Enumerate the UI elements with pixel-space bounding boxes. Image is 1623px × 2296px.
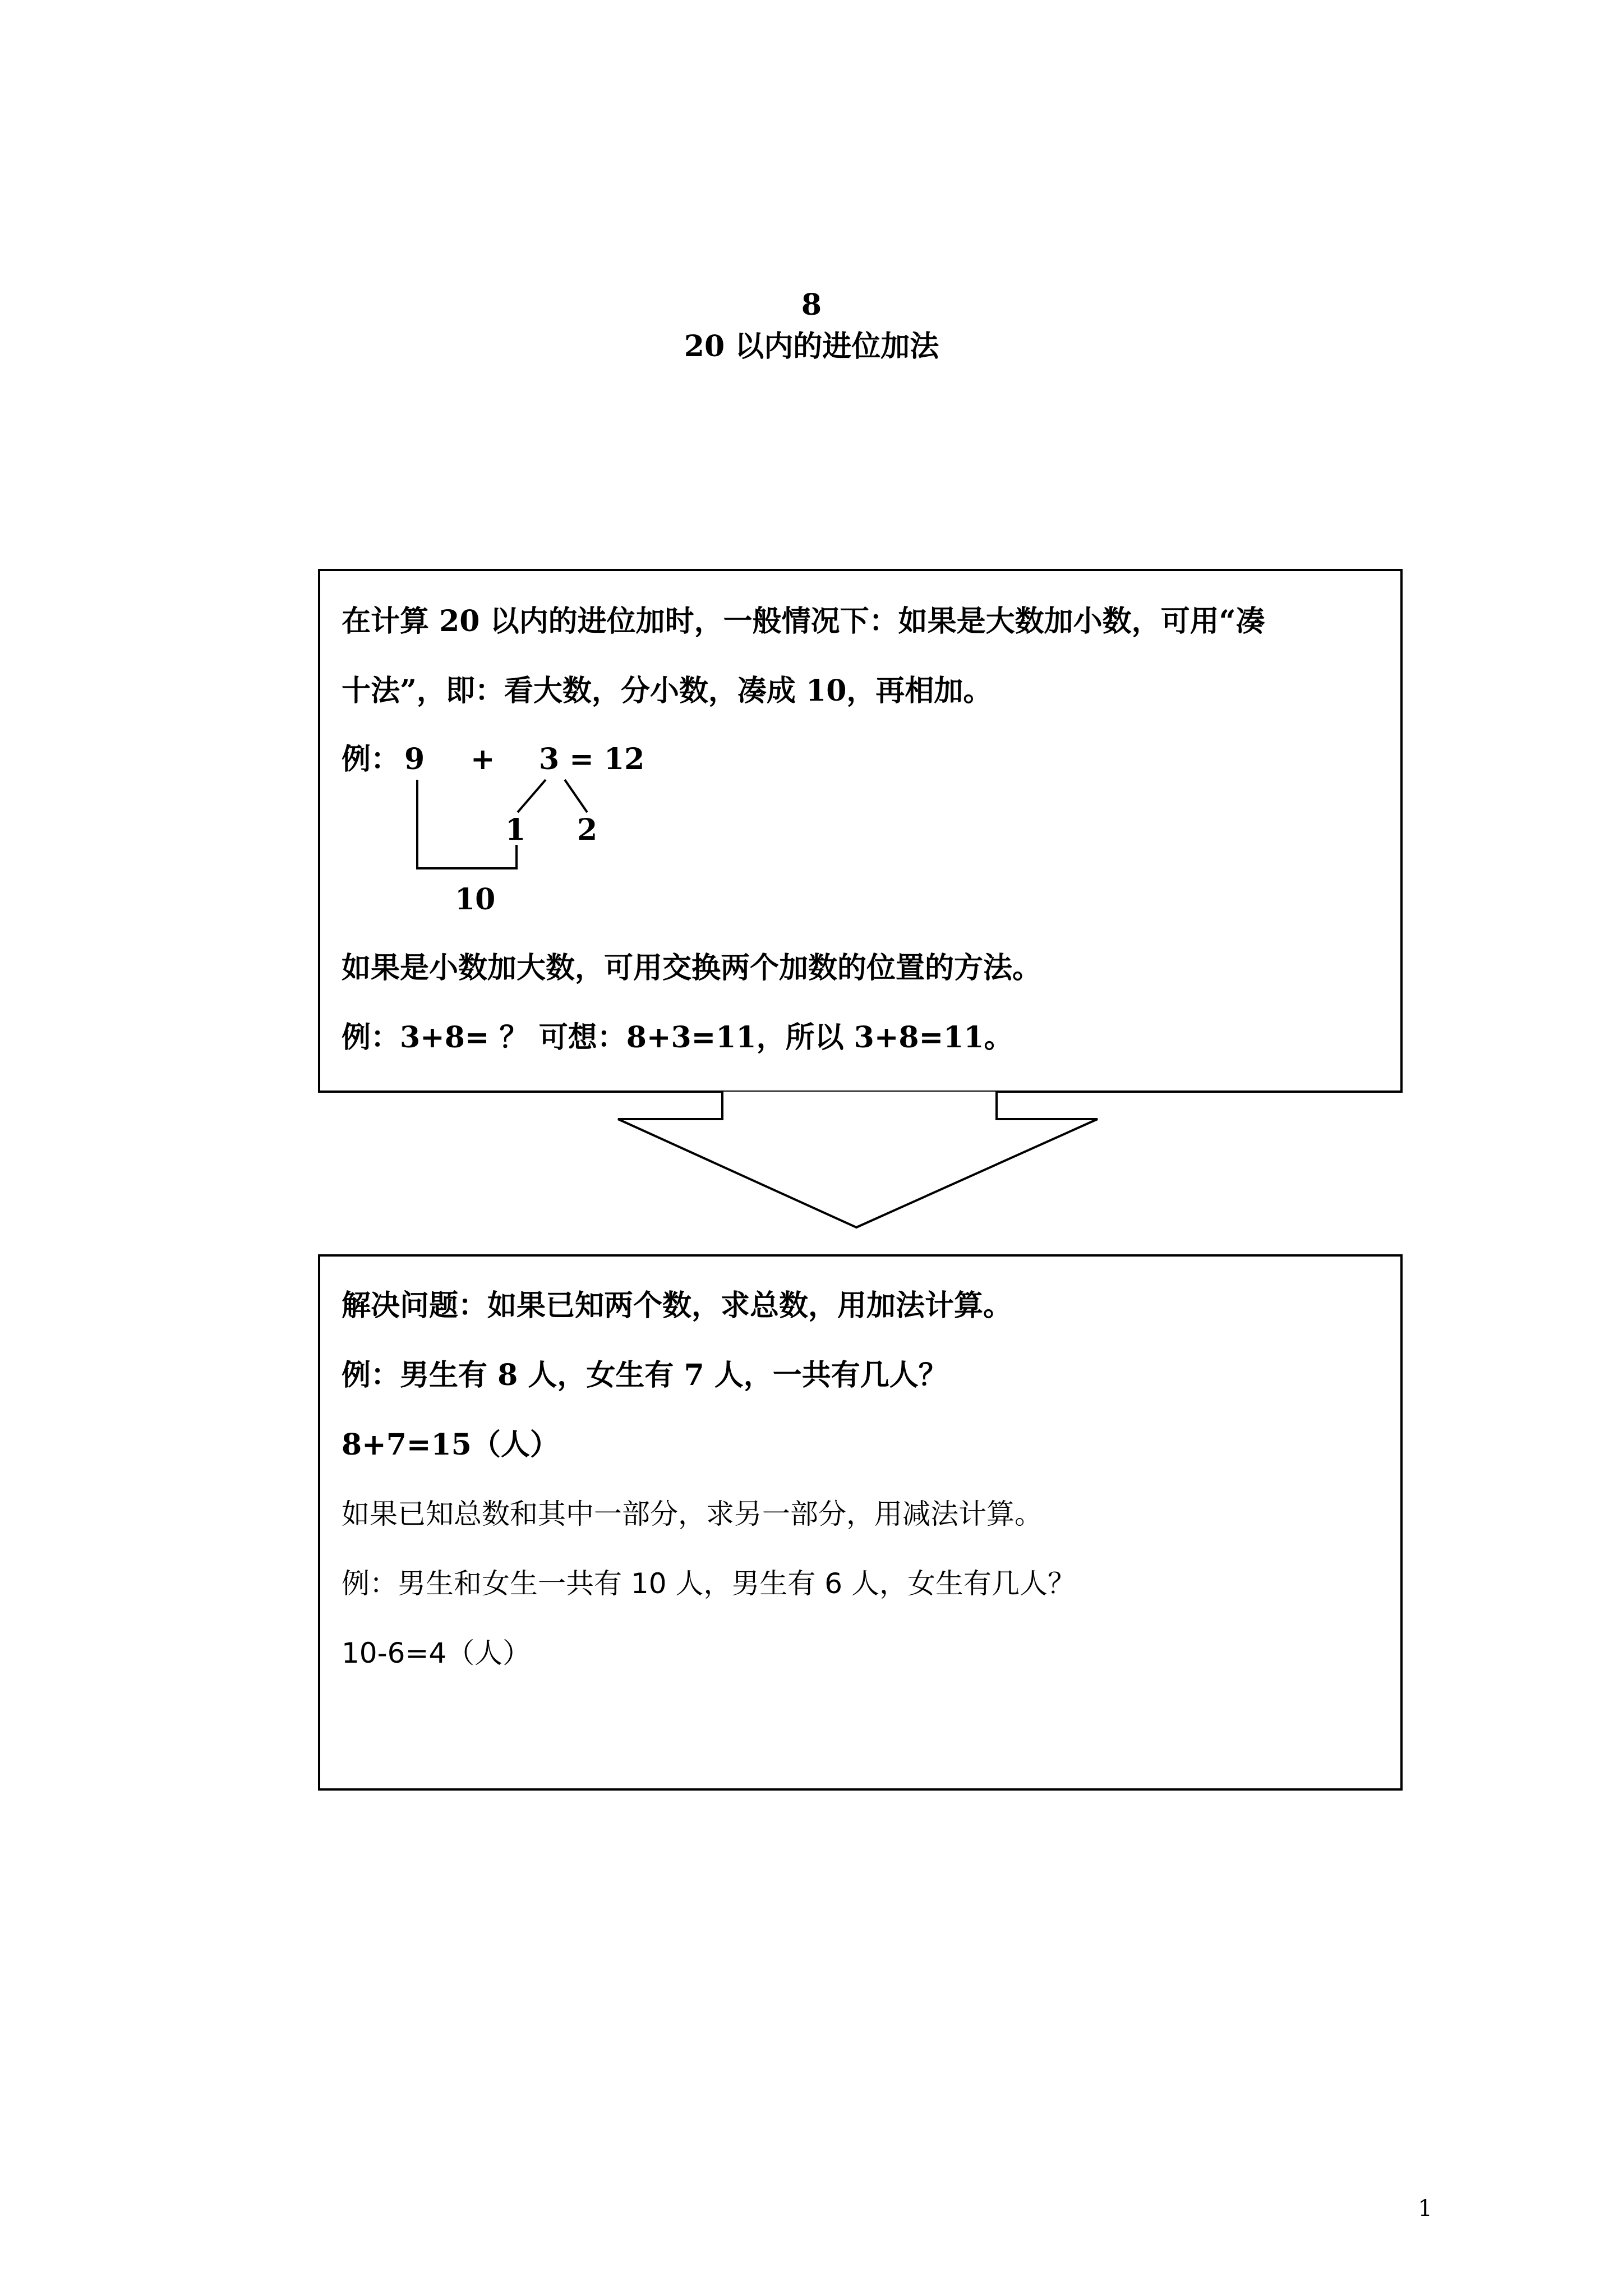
word-problem-box	[318, 1254, 1403, 1791]
problem-answer-2: 10-6=4（人）	[342, 1637, 531, 1669]
page-number: 1	[1418, 2196, 1432, 2221]
rule-text-line-1: 在计算 20 以内的进位加时，一般情况下：如果是大数加小数，可用“凑	[342, 604, 1265, 638]
problem-rule-line-1: 解决问题：如果已知两个数，求总数，用加法计算。	[342, 1289, 1013, 1323]
split-part-1: 1	[505, 813, 526, 847]
plus-sign: +	[471, 742, 495, 776]
split-part-2: 2	[577, 813, 598, 847]
addend-and-sum: 3 = 12	[539, 742, 645, 776]
made-ten: 10	[455, 882, 496, 917]
down-arrow-outline	[618, 1092, 1098, 1227]
swap-rule-line: 如果是小数加大数，可用交换两个加数的位置的方法。	[342, 951, 1042, 985]
page-title: 20 以内的进位加法	[684, 329, 939, 364]
section-number: 8	[801, 288, 822, 322]
addend-9: 9	[404, 742, 425, 776]
problem-example-1: 例：男生有 8 人，女生有 7 人，一共有几人？	[342, 1358, 948, 1392]
problem-answer-1: 8+7=15（人）	[342, 1428, 559, 1462]
problem-example-2: 例：男生和女生一共有 10 人，男生有 6 人，女生有几人？	[342, 1567, 1076, 1600]
example-label: 例：	[342, 742, 400, 776]
problem-rule-line-2: 如果已知总数和其中一部分，求另一部分，用减法计算。	[342, 1498, 1043, 1530]
swap-example-line: 例：3+8= ？ 可想：8+3=11，所以 3+8=11。	[342, 1020, 1013, 1055]
rule-text-line-2: 十法”，即：看大数，分小数，凑成 10，再相加。	[342, 674, 993, 708]
